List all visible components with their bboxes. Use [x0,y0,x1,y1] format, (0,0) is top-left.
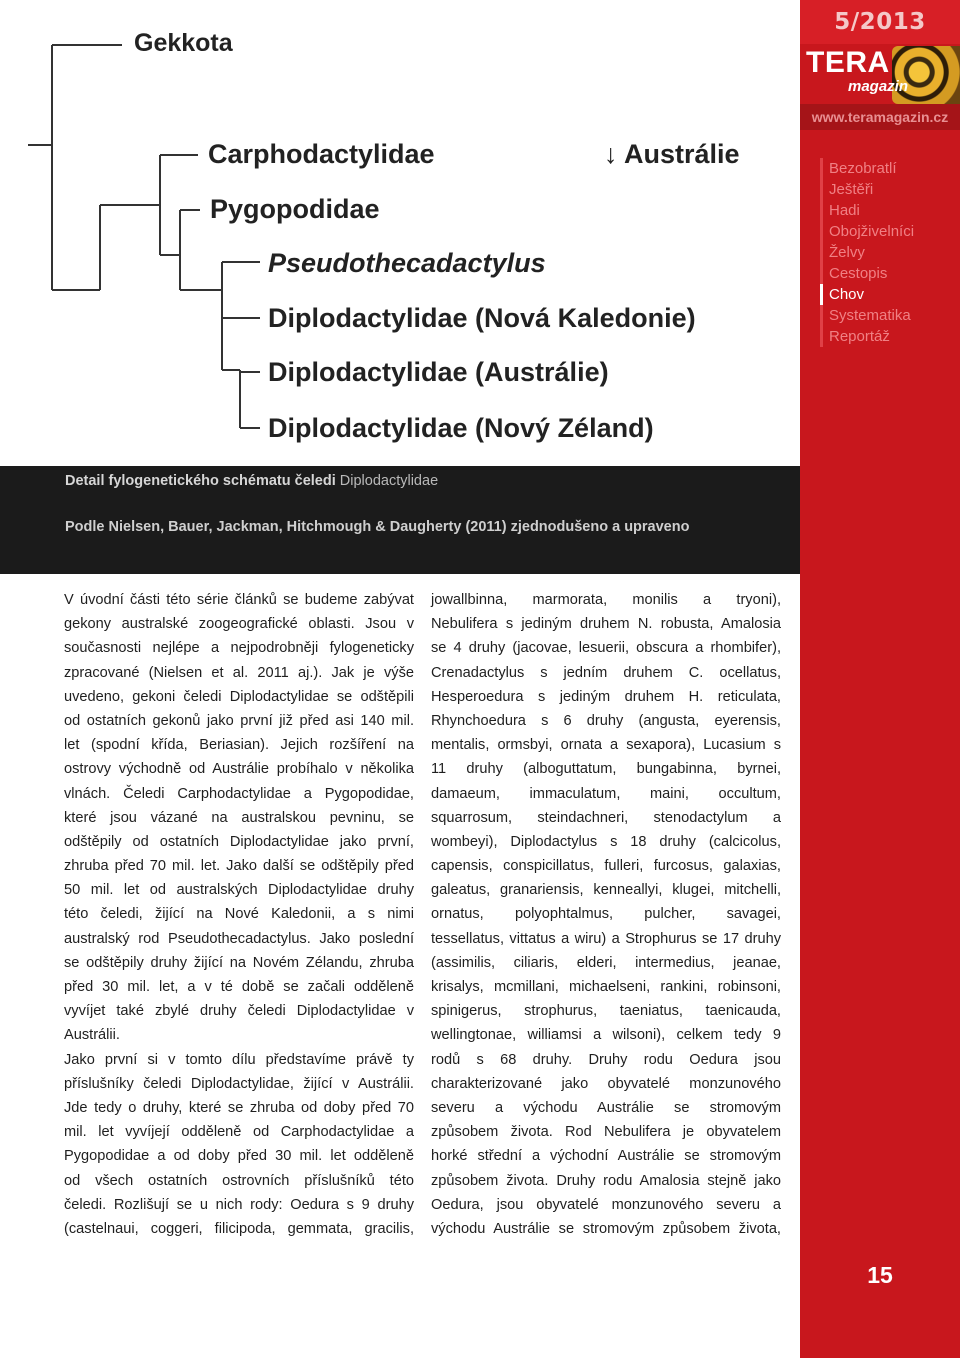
nav-item-cestopis[interactable]: Cestopis [820,263,914,284]
nav-item-bezobratli[interactable]: Bezobratlí [820,158,914,179]
nav-item-obojzivelnici[interactable]: Obojživelníci [820,221,914,242]
article-line: horké střední a východní Austrálie se stromovým [431,1148,781,1165]
article-line: vyvíjet také zbylé druhy čeledi Diplodactylidae v [64,1003,414,1020]
brand-name: TERA [806,46,890,79]
article-line: squarrosum, steindachneri, stenodactylum a [431,809,781,826]
caption-title: Detail fylogenetického schématu čeledi [65,473,336,489]
article-line: (castelnaui, coggeri, filicipoda, gemmata, gracilis, [64,1220,414,1237]
article-line: V úvodní části této série článků se budeme zabývat [64,592,414,608]
brand-subtitle: magazin [848,78,909,95]
article-line: této čeledi, žijící na Nové Kaledonii, a s nimi [64,906,414,923]
article-line: mil. let vyvíjejí odděleně od Carphodactylidae a [64,1124,414,1141]
article-line: rodů s 68 druhy. Druhy rodu Oedura jsou [431,1051,781,1068]
article-line: wombeyi), Diplodactylus s 18 druhy (calcicolus, [431,833,781,850]
article-line: mentalis, ormsbyi, ornata a sexapora), Lucasium s [431,737,781,754]
phylogeny-tree-lines [0,0,800,466]
nav-item-zelvy[interactable]: Želvy [820,242,914,263]
article-line: východu Austrálie se stromovým způsobem života, [431,1220,781,1237]
article-line: capensis, conspicillatus, fulleri, furcosus, galaxias, [431,858,781,875]
article-line: Nebulifera s jediným druhem N. robusta, Amalosia [431,616,781,633]
article-line: krisalys, mcmillani, michaelseni, rankini, robinsoni, [431,979,781,995]
page-number: 15 [867,1262,893,1288]
caption-line-1 [65,473,438,489]
taxon-gekkota: Gekkota [134,29,233,57]
article-line: Austrálii. [64,1027,120,1044]
article-column-left [64,588,414,1241]
article-line: Jako první si v tomto dílu představíme právě ty [64,1051,414,1068]
article-line: 11 druhy (alboguttatum, bungabinna, byrnei, [431,761,781,778]
article-line: gekony australské zoogeografické oblasti. Jsou v [64,616,414,633]
article-line: damaeum, immaculatum, maini, occultum, [431,785,781,802]
article-line: severu a východu Austrálie se stromovým [431,1099,781,1116]
brand-logo[interactable] [800,44,960,104]
article-line: Hesperoedura s jediným druhem H. reticulata, [431,688,781,705]
gecko-photo [892,46,960,104]
nav-item-reportaz[interactable]: Reportáž [820,326,914,347]
australia-marker: ↓ Austrálie [604,139,740,169]
taxon-diplodactylidae-nova-kaledonie: Diplodactylidae (Nová Kaledonie) [268,303,696,333]
article-line: 50 mil. let od australských Diplodactylidae druhy [64,882,414,899]
nav-item-chov[interactable]: Chov [820,284,914,305]
article-line: Rhynchoedura s 6 druhy (angusta, eyerensis, [431,712,781,729]
caption-source: Podle Nielsen, Bauer, Jackman, Hitchmough & Daugherty (2011) zjednodušeno a upraveno [65,519,690,535]
article-line: ostrovy východně od Austrálie probíhalo v několika [64,761,414,778]
article-line: které jsou vázané na australskou pevninu, se [64,809,414,826]
article-line: charakterizované jako obyvatelé monzunového [431,1075,781,1092]
article-line: od všech ostatních ostrovních příslušníků této [64,1172,414,1189]
taxon-pseudothecadactylus: Pseudothecadactylus [268,248,546,278]
taxon-carphodactylidae: Carphodactylidae [208,139,435,169]
article-column-right [431,588,781,1241]
nav-item-hadi[interactable]: Hadi [820,200,914,221]
article-line: Oedura, jsou obyvatelé monzunového severu a [431,1196,781,1213]
article-line: (assimilis, ciliaris, elderi, intermedius, jeanae, [431,954,781,971]
nav-item-jestiri[interactable]: Ještěři [820,179,914,200]
article-line: Crenadactylus s jedním druhem C. ocellatus, [431,664,781,681]
article-line: Pygopodidae a od doby před 30 mil. let odděleně [64,1148,414,1165]
figure-caption [0,466,800,574]
article-line: se odštěpily druhy žijící na Novém Zélandu, zhruba [64,954,414,971]
caption-title-rest: Diplodactylidae [335,473,439,489]
article-line: zhruba před 70 mil. let. Jako další se odštěpily před [64,858,414,875]
article-line: galeatus, granariensis, kenneallyi, klugei, mitchelli, [431,882,781,899]
article-line: spinigerus, strophurus, taeniatus, taenicauda, [431,1003,781,1020]
sidebar [800,0,960,1358]
article-line: způsobem života. Druhy rodu Amalosia stejně jako [431,1172,781,1189]
article-line: let (spodní křída, Beriasian). Jejich rozšíření na [64,737,414,754]
article-line: od ostatních gekonů jako první již před asi 140 mil. [64,712,414,729]
article-line: zpracované (Nielsen et al. 2011 aj.). Jak je výše [64,664,414,681]
article-line: příslušníky čeledi Diplodactylidae, žijící v Austrálii. [64,1075,414,1092]
article-line: jowallbinna, marmorata, monilis a tryoni), [431,592,781,608]
taxon-pygopodidae: Pygopodidae [210,194,380,224]
website-link[interactable]: www.teramagazin.cz [800,104,960,130]
taxon-diplodactylidae-australie: Diplodactylidae (Austrálie) [268,357,609,387]
article-line: Jde tedy o druhy, které se zhruba od doby před 70 [64,1099,414,1116]
section-nav [820,158,914,347]
nav-item-systematika[interactable]: Systematika [820,305,914,326]
article-line: čeledi. Rozlišují se u nich rody: Oedura s 9 druhy [64,1196,414,1213]
article-line: způsobem života. Rod Nebulifera je obyvatelem [431,1124,781,1141]
article-line: současnosti nejlépe a nejpodrobněji fylogeneticky [64,640,414,657]
article-line: australský rod Pseudothecadactylus. Jako poslední [64,930,414,947]
article-line: uvedeno, gekoni čeledi Diplodactylidae se odštěpili [64,688,414,705]
taxon-diplodactylidae-novy-zeland: Diplodactylidae (Nový Zéland) [268,413,654,443]
article-line: ornatus, polyophtalmus, pulcher, savagei, [431,906,781,923]
article-line: se 4 druhy (jacovae, lesuerii, obscura a rhombifer), [431,640,781,657]
article-line: odštěpily od ostatních Diplodactylidae jako první, [64,833,414,850]
article-line: wellingtonae, williamsi a wilsoni), celkem tedy 9 [431,1027,781,1044]
phylogeny-figure [0,0,800,466]
article-line: vlnách. Čeledi Carphodactylidae a Pygopodidae, [64,785,414,802]
article-line: před 30 mil. let, a v té době se začali odděleně [64,979,414,995]
article-line: tessellatus, vittatus a wiru) a Strophurus se 17 druhy [431,930,781,947]
issue-number: 5/2013 [800,0,960,44]
